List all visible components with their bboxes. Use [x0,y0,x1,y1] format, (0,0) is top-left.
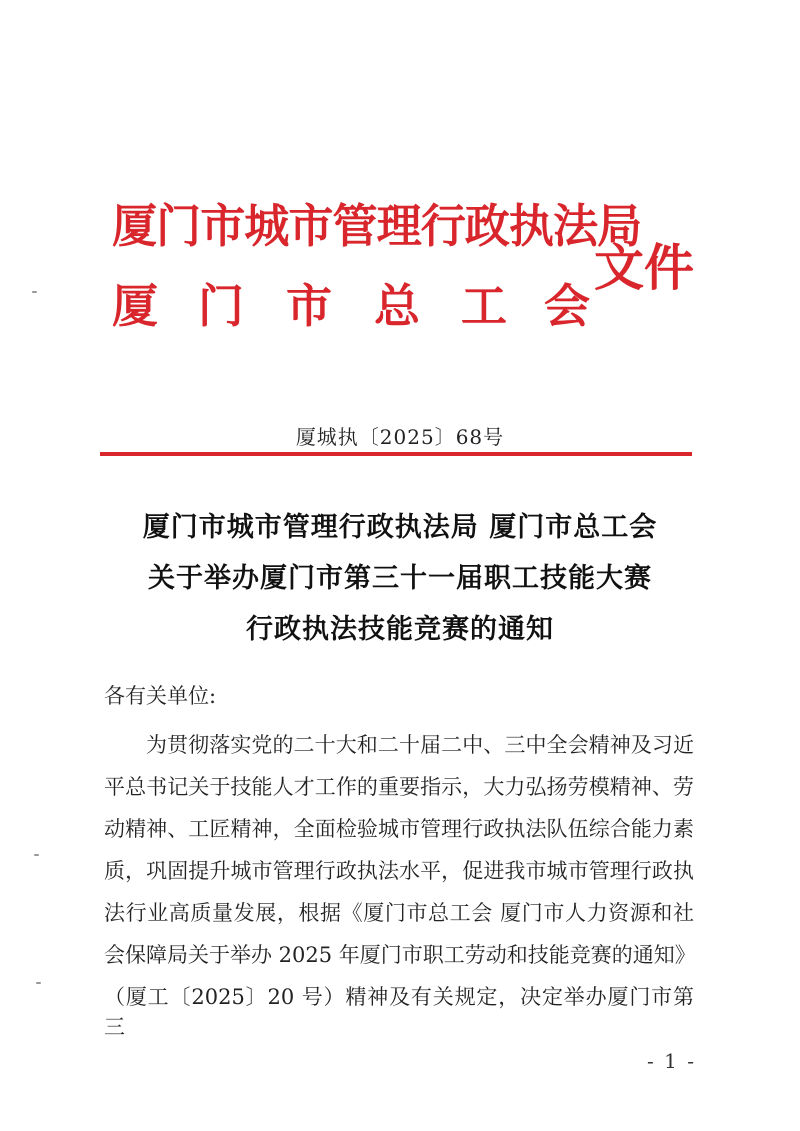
issuer-name-2 [112,278,592,334]
document-title-line-2: 关于举办厦门市第三十一届职工技能大赛 [148,563,652,594]
issuer-name-2-char: 总 [374,279,420,333]
scan-speck [34,854,39,856]
issuer-name-1: 厦门市城市管理行政执法局 [112,199,642,253]
body-line: （厦工〔2025〕20 号）精神及有关规定，决定举办厦门市第三 [104,985,694,1039]
document-type-label: 文件 [594,238,694,297]
body-line: 质，巩固提升城市管理行政执法水平，促进我市城市管理行政执 [104,859,694,883]
issuer-name-2-char: 市 [286,279,332,333]
body-line: 为贯彻落实党的二十大和二十届二中、三中全会精神及习近 [146,733,694,757]
scan-speck [32,291,37,293]
issuer-name-2-char: 厦 [112,279,158,333]
red-divider [100,452,692,456]
issuer-name-2-char: 门 [198,279,244,333]
scan-speck [36,982,41,984]
document-title-line-1: 厦门市城市管理行政执法局 厦门市总工会 [142,512,658,543]
document-number: 厦城执〔2025〕68号 [295,425,505,449]
body-line: 会保障局关于举办 2025 年厦门市职工劳动和技能竞赛的通知》 [104,943,696,967]
body-line: 动精神、工匠精神，全面检验城市管理行政执法队伍综合能力素 [104,817,694,841]
page-number: - 1 - [647,1049,696,1073]
issuer-name-2-char: 工 [461,279,507,333]
body-line: 法行业高质量发展，根据《厦门市总工会 厦门市人力资源和社 [104,901,694,925]
salutation: 各有关单位: [104,684,217,708]
issuer-name-2-char: 会 [544,279,590,333]
body-line: 平总书记关于技能人才工作的重要指示，大力弘扬劳模精神、劳 [104,775,694,799]
document-title-line-3: 行政执法技能竞赛的通知 [246,614,554,645]
